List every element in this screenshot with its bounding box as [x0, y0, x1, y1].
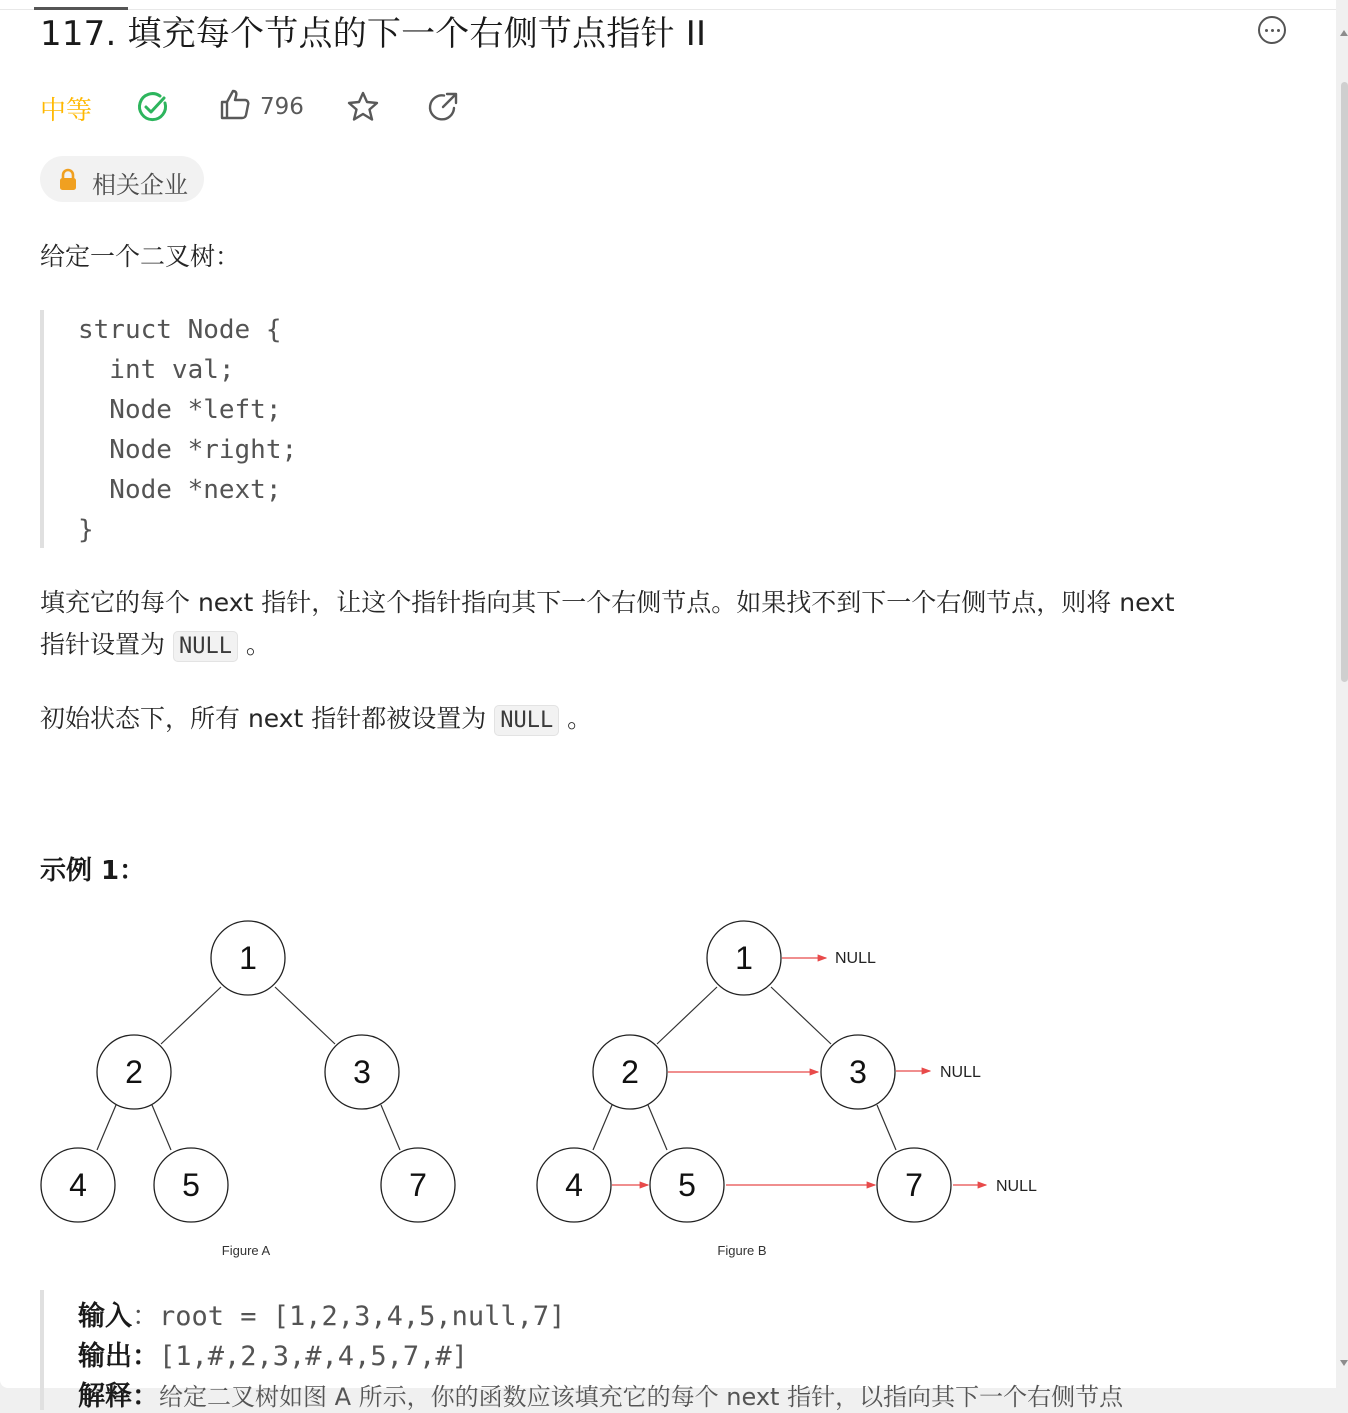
example-input: [78, 1294, 565, 1333]
struct-code-block: [40, 310, 364, 548]
scroll-up-icon[interactable]: [1340, 30, 1348, 36]
description-paragraph-2: [40, 698, 592, 742]
description-paragraph-1: [40, 582, 1175, 668]
null-label-level-2: NULL: [940, 1064, 981, 1081]
description-line-2-text: 指针设置为: [40, 630, 166, 659]
active-tab-indicator: [34, 7, 128, 10]
problem-title: 117. 填充每个节点的下一个右侧节点指针 II: [40, 14, 707, 54]
share-icon[interactable]: [426, 90, 460, 124]
figure-a-node-label-2: 2: [125, 1054, 143, 1090]
inline-code-null-2: NULL: [494, 705, 559, 736]
lock-icon: [58, 169, 78, 191]
figure-b-node-label-7: 7: [905, 1167, 923, 1203]
example-title: 示例 1：: [40, 856, 146, 886]
related-companies-tag[interactable]: [40, 156, 204, 202]
figure-b-node-label-3: 3: [849, 1054, 867, 1090]
example-output: [78, 1334, 468, 1373]
figure-b-node-label-4: 4: [565, 1167, 583, 1203]
figure-a-nodes: [41, 921, 455, 1222]
null-label-level-3: NULL: [996, 1178, 1037, 1195]
example-io-block: [40, 1290, 1324, 1410]
related-companies-label: 相关企业: [92, 171, 188, 199]
null-label-level-1: NULL: [835, 950, 876, 967]
description-line-2-suffix: 。: [245, 630, 271, 659]
output-value: [1,#,2,3,#,4,5,7,#]: [159, 1341, 468, 1372]
output-label: 输出：: [78, 1341, 159, 1372]
inline-code-null: NULL: [173, 631, 238, 662]
figure-a-node-label-7: 7: [409, 1167, 427, 1203]
solved-check-icon: [136, 90, 170, 124]
example-figure: [0, 900, 1100, 1270]
figure-b-node-label-1: 1: [735, 940, 753, 976]
explain-value: 给定二叉树如图 A 所示，你的函数应该填充它的每个 next 指针，以指向其下一个右侧节点: [159, 1383, 1124, 1411]
struct-code: struct Node { int val; Node *left; Node *right; Node *next; }: [78, 315, 298, 545]
description-p2-text: 初始状态下，所有 next 指针都被设置为: [40, 704, 487, 733]
input-value: ：root = [1,2,3,4,5,null,7]: [132, 1301, 566, 1332]
scroll-down-icon[interactable]: [1340, 1360, 1348, 1366]
figure-b-node-label-2: 2: [621, 1054, 639, 1090]
scrollbar-thumb[interactable]: [1341, 82, 1348, 682]
top-divider: [0, 9, 1336, 10]
figure-a-caption: Figure A: [221, 1243, 271, 1258]
input-label: 输入: [78, 1301, 132, 1332]
figure-a-node-label-3: 3: [353, 1054, 371, 1090]
like-count: 796: [260, 94, 304, 120]
description-p2-suffix: 。: [567, 704, 593, 733]
figure-a-node-label-4: 4: [69, 1167, 87, 1203]
figure-b-node-label-5: 5: [678, 1167, 696, 1203]
explain-label: 解释：: [78, 1381, 159, 1412]
star-icon[interactable]: [346, 90, 380, 124]
figure-a-node-label-1: 1: [239, 940, 257, 976]
thumbs-up-icon[interactable]: [218, 88, 252, 122]
example-explanation: [78, 1374, 1123, 1413]
figure-b-caption: Figure B: [717, 1243, 767, 1258]
more-icon[interactable]: [1258, 16, 1286, 44]
figure-a-node-label-5: 5: [182, 1167, 200, 1203]
description-line-1: 填充它的每个 next 指针，让这个指针指向其下一个右侧节点。如果找不到下一个右侧节点，则将 next: [40, 588, 1175, 617]
intro-text: 给定一个二叉树：: [40, 242, 241, 271]
difficulty-badge: 中等: [40, 96, 93, 126]
description-line-2: [40, 624, 1175, 668]
